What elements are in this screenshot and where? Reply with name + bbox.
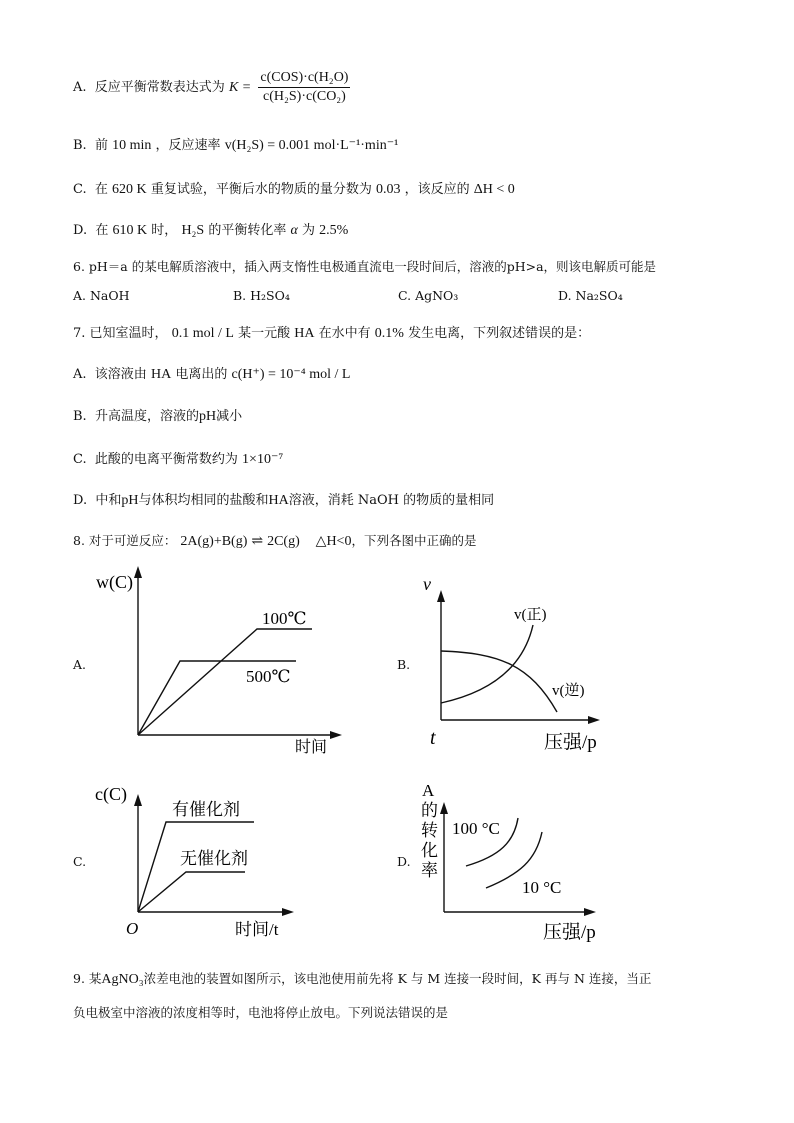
stem-text: 在水中有 (318, 326, 371, 341)
option-prefix: D. (73, 223, 88, 238)
option-text: 该溶液由 (94, 367, 147, 382)
stem-text: 9. 某 (73, 971, 102, 986)
option-text: 时， (151, 223, 178, 238)
graph-a-x-arrow-icon (330, 731, 342, 739)
rate-expression: v(H₂S) = 0.001 mol·L⁻¹·min⁻¹ (224, 138, 399, 153)
concentration-value: 0.1 mol / L (171, 326, 234, 341)
graph-b-x-arrow-icon (588, 716, 600, 724)
graph-c-ylabel: c(C) (95, 784, 127, 804)
graph-a-y-arrow-icon (134, 566, 142, 578)
option-text: 前 (94, 138, 108, 153)
option-text: 为 (302, 223, 316, 238)
equilibrium-constant-symbol: K = (228, 80, 252, 95)
graph-a-curve1-label: 100℃ (262, 609, 307, 628)
enthalpy-expression: ΔH < 0 (473, 182, 515, 197)
option-text: 重复试验，平衡后水的物质的量分数为 (150, 182, 372, 197)
option-text: 溶液，消耗 NaOH 的物质的量相同 (288, 493, 495, 508)
q6-option-a: A. NaOH (73, 288, 130, 303)
option-text: ，该反应的 (404, 182, 470, 197)
product: 2C(g) (267, 534, 300, 549)
option-text: 减小 (216, 409, 243, 424)
option-prefix: D. (73, 493, 88, 508)
option-text: 中和 (95, 493, 122, 508)
graph-b-curve1-label: v(正) (514, 607, 547, 623)
percent-value: 0.1% (374, 326, 404, 341)
reactants: 2A(g)+B(g) (180, 534, 248, 549)
option-text: ，反应速率 (155, 138, 221, 153)
graph-d-label: D. (397, 854, 411, 869)
q6-option-c: C. AgNO₃ (398, 288, 459, 303)
graph-c-x-arrow-icon (282, 908, 294, 916)
acid-formula: HA (294, 326, 315, 341)
ph-symbol: pH (121, 493, 139, 508)
graph-b-ylabel: v (423, 574, 431, 594)
option-text: 在 (95, 223, 109, 238)
graph-d-x-arrow-icon (584, 908, 596, 916)
option-prefix: C. (73, 452, 87, 467)
graph-a-curve2-label: 500℃ (246, 667, 291, 686)
graph-d-xlabel: 压强/p (543, 922, 596, 943)
time-value: 10 min (112, 138, 152, 153)
option-text: 反应平衡常数表达式为 (94, 80, 225, 95)
graph-b-label: B. (397, 657, 411, 672)
option-text: 此酸的电离平衡常数约为 (94, 452, 238, 467)
graph-c-curve-no-catalyst (138, 872, 245, 912)
option-text: 在 (94, 182, 108, 197)
graph-b-curve2-label: v(逆) (552, 683, 585, 699)
alpha-symbol: α (290, 223, 298, 238)
graph-b-xlabel: 压强/p (544, 732, 597, 753)
stem-text: 浓差电池的装置如图所示，该电池使用前先将 K 与 M 连接一段时间，K 再与 N 连接，当正 (143, 971, 652, 986)
fraction-numerator: c(COS)·c(H₂O) (258, 70, 350, 88)
ph-symbol: pH (198, 409, 217, 424)
option-prefix: B. (73, 138, 87, 153)
graph-b-y-arrow-icon (437, 590, 445, 602)
graph-c-curve1-label: 有催化剂 (172, 800, 240, 819)
q6-option-b: B. H₂SO₄ (233, 288, 290, 303)
graph-a-ylabel: w(C) (96, 572, 133, 592)
graph-d-curve1-label: 100 °C (452, 819, 500, 838)
graph-c-label: C. (73, 854, 87, 869)
conversion-value: 2.5% (319, 223, 349, 238)
species-formula: H₂S (181, 223, 205, 238)
stem-text: ，下列各图中正确的是 (351, 533, 477, 548)
stem-text: 8. 对于可逆反应： (73, 533, 177, 548)
graph-b-curve-reverse (441, 651, 557, 712)
acid-formula: HA (268, 493, 289, 508)
stem-text: 发生电离，下列叙述错误的是： (408, 326, 591, 341)
hydrogen-ion-expression: c(H⁺) = 10⁻⁴ mol / L (231, 367, 351, 382)
temperature-value: 610 K (112, 223, 148, 238)
stem-text: 7. 已知室温时， (73, 326, 168, 341)
graph-b-curve-forward (441, 625, 533, 703)
graph-b-origin-label: t (430, 727, 436, 749)
graph-c-xlabel: 时间/t (235, 920, 279, 939)
salt-formula: AgNO₃ (101, 972, 144, 987)
constant-value: 1×10⁻⁷ (242, 452, 284, 467)
option-text: 电离出的 (175, 367, 228, 382)
q9-line-2: 负电极室中溶液的浓度相等时，电池将停止放电。下列说法错误的是 (73, 1005, 449, 1020)
option-prefix: A. (73, 367, 87, 382)
fraction-value: 0.03 (375, 182, 401, 197)
equilibrium-arrow-icon: ⇌ (251, 534, 264, 549)
temperature-value: 620 K (112, 182, 147, 197)
option-text: 的平衡转化率 (208, 223, 287, 238)
graph-d-ylabel: A 的 转 化 率 (421, 781, 438, 880)
option-prefix: A. (73, 80, 87, 95)
graph-c-origin-label: O (126, 919, 139, 938)
graph-a-xlabel: 时间 (295, 739, 328, 756)
graph-c-curve2-label: 无催化剂 (180, 849, 248, 868)
enthalpy-expression: △H<0 (315, 534, 352, 549)
graph-c-y-arrow-icon (134, 794, 142, 806)
fraction-denominator: c(H₂S)·c(CO₂) (263, 89, 346, 104)
option-text: 与体积均相同的盐酸和 (138, 493, 269, 508)
q6-stem: 6. pH＝a 的某电解质溶液中，插入两支惰性电极通直流电一段时间后，溶液的pH>a，则该电解质可能是 (73, 259, 657, 274)
q6-option-d: D. Na₂SO₄ (558, 288, 623, 303)
stem-text: 某一元酸 (238, 326, 291, 341)
graph-d-curve2-label: 10 °C (522, 878, 562, 897)
acid-formula: HA (150, 367, 172, 382)
option-prefix: C. (73, 182, 87, 197)
option-text: 升高温度，溶液的 (94, 409, 199, 424)
option-prefix: B. (73, 409, 87, 424)
q9-line-1 (73, 969, 651, 988)
graph-a-label: A. (73, 657, 87, 672)
